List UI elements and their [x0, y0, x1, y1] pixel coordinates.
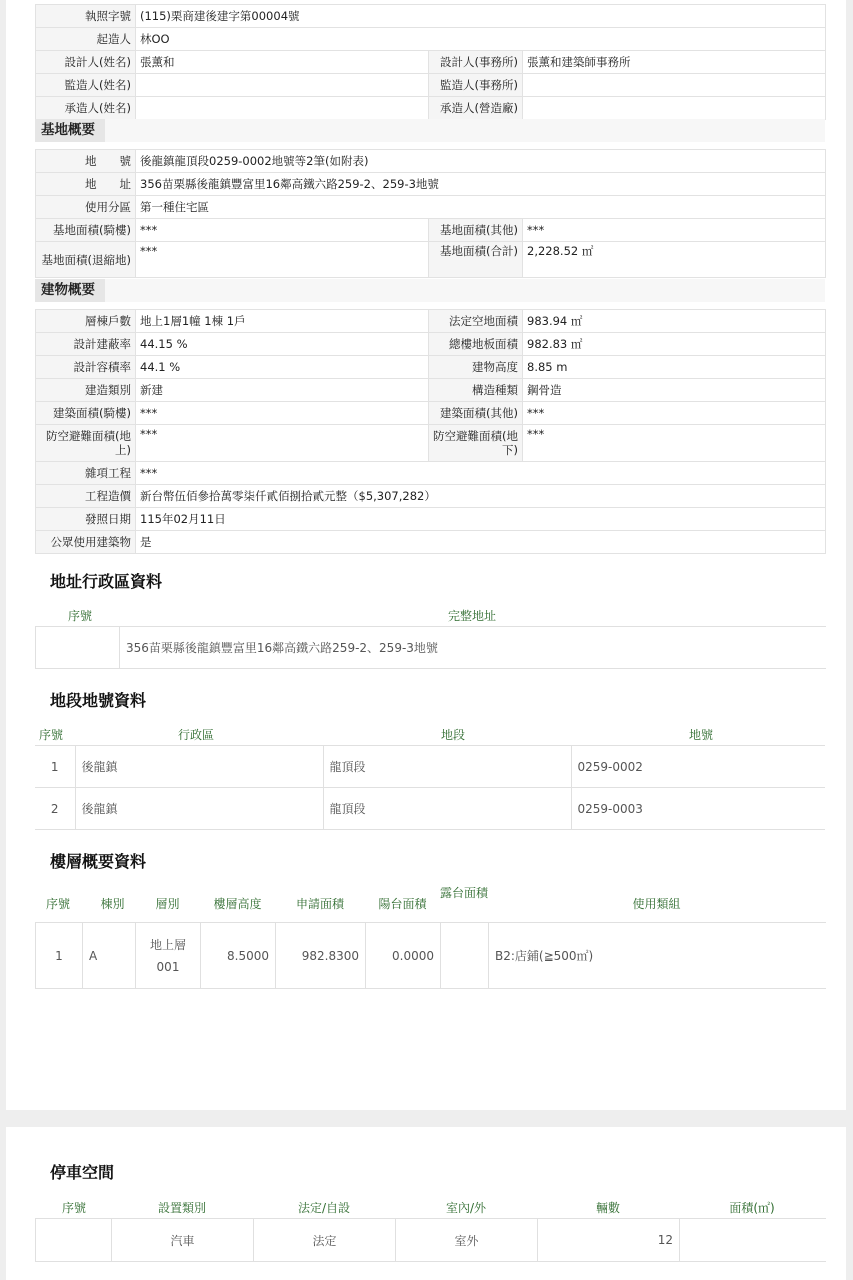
shelter-area-below-value: ***: [523, 425, 826, 462]
address-label: 地 址: [36, 173, 136, 196]
total-floor-area-label: 總樓地板面積: [429, 333, 523, 356]
parking-row-legal: 法定: [254, 1219, 396, 1262]
land-row-district: 後龍鎮: [75, 746, 323, 788]
applicant-value: 林OO: [136, 28, 826, 51]
lot-number-label: 地 號: [36, 150, 136, 173]
land-row-lot: 0259-0003: [571, 788, 825, 830]
supervisor-office-value: [523, 74, 826, 97]
site-overview-table: [35, 149, 826, 278]
open-space-label: 法定空地面積: [429, 310, 523, 333]
floor-grid-header: [35, 884, 825, 920]
building-area-arcade-value: ***: [136, 402, 429, 425]
col-header-no: 序號: [67, 609, 92, 623]
col-header-no: 序號: [38, 728, 63, 742]
land-row-section: 龍頂段: [323, 746, 571, 788]
parking-grid-header: [35, 1199, 825, 1215]
col-header-no: 序號: [61, 1201, 86, 1215]
zoning-value: 第一種住宅區: [136, 196, 826, 219]
floor-area-ratio-label: 設計容積率: [36, 356, 136, 379]
building-overview-title: 建物概要: [35, 279, 105, 302]
designer-office-label: 設計人(事務所): [429, 51, 523, 74]
info-row: [36, 5, 826, 28]
col-header-address: 完整地址: [447, 609, 496, 623]
floors-units-label: 層棟戶數: [36, 310, 136, 333]
lot-number-value: 後龍鎮龍頂段0259-0002地號等2筆(如附表): [136, 150, 826, 173]
address-row-address: 356苗栗縣後龍鎮豐富里16鄰高鐵六路259-2、259-3地號: [120, 627, 826, 669]
issue-date-value: 115年02月11日: [136, 508, 826, 531]
designer-name-label: 設計人(姓名): [36, 51, 136, 74]
info-row: [36, 356, 826, 379]
land-section-title: 地段地號資料: [50, 691, 147, 710]
info-row: [36, 485, 826, 508]
info-row: [36, 196, 826, 219]
info-row: [36, 310, 826, 333]
info-row: [36, 333, 826, 356]
site-area-other-label: 基地面積(其他): [429, 219, 523, 242]
contractor-name-label: 承造人(姓名): [36, 97, 136, 120]
construction-type-value: 新建: [136, 379, 429, 402]
col-header-use: 使用類組: [632, 897, 681, 911]
col-header-height: 樓層高度: [213, 897, 262, 911]
col-header-area: 面積(㎡): [729, 1201, 775, 1215]
floors-units-value: 地上1層1幢 1棟 1戶: [136, 310, 429, 333]
info-row: [36, 402, 826, 425]
land-row-no: 1: [35, 746, 75, 788]
land-row-section: 龍頂段: [323, 788, 571, 830]
floor-row-floor: 地上層001: [136, 923, 201, 989]
address-section-title: 地址行政區資料: [50, 572, 163, 591]
table-row: [36, 923, 826, 989]
building-overview-header: [35, 279, 825, 302]
issue-date-label: 發照日期: [36, 508, 136, 531]
table-row: [36, 1219, 826, 1262]
total-floor-area-value: 982.83 ㎡: [523, 333, 826, 356]
designer-name-value: 張薰和: [136, 51, 429, 74]
contractor-name-value: [136, 97, 429, 120]
supervisor-office-label: 監造人(事務所): [429, 74, 523, 97]
site-area-setback-label: 基地面積(退縮地): [36, 242, 136, 278]
parking-row-type: 汽車: [112, 1219, 254, 1262]
misc-works-value: ***: [136, 462, 826, 485]
construction-cost-label: 工程造價: [36, 485, 136, 508]
floor-row-height: 8.5000: [201, 923, 276, 989]
info-row: [36, 508, 826, 531]
col-header-building: 棟別: [100, 897, 125, 911]
site-overview-title: 基地概要: [35, 119, 105, 142]
land-grid: [35, 745, 825, 830]
building-height-value: 8.85 m: [523, 356, 826, 379]
shelter-area-above-label: 防空避難面積(地上): [36, 425, 136, 462]
info-row: [36, 219, 826, 242]
col-header-inout: 室內/外: [445, 1201, 487, 1215]
address-grid: [35, 626, 826, 669]
site-area-setback-value: ***: [136, 242, 429, 278]
land-row-lot: 0259-0002: [571, 746, 825, 788]
supervisor-name-value: [136, 74, 429, 97]
public-use-value: 是: [136, 531, 826, 554]
shelter-area-above-value: ***: [136, 425, 429, 462]
col-header-count: 輛數: [595, 1201, 620, 1215]
building-overview-table: [35, 309, 826, 554]
info-row: [36, 462, 826, 485]
site-area-other-value: ***: [523, 219, 826, 242]
construction-type-label: 建造類別: [36, 379, 136, 402]
address-grid-header: [35, 607, 825, 623]
applicant-label: 起造人: [36, 28, 136, 51]
shelter-area-below-label: 防空避難面積(地下): [429, 425, 523, 462]
info-row: [36, 425, 826, 462]
contractor-company-value: [523, 97, 826, 120]
parking-row-area: [680, 1219, 826, 1262]
info-row: [36, 173, 826, 196]
info-row: [36, 51, 826, 74]
construction-cost-value: 新台幣伍佰參拾萬零柒仟貳佰捌拾貳元整（$5,307,282）: [136, 485, 826, 508]
floor-row-no: 1: [36, 923, 83, 989]
info-row: [36, 97, 826, 120]
parking-section-title: 停車空間: [50, 1163, 115, 1182]
land-row-district: 後龍鎮: [75, 788, 323, 830]
site-area-arcade-value: ***: [136, 219, 429, 242]
public-use-label: 公眾使用建築物: [36, 531, 136, 554]
col-header-legal: 法定/自設: [297, 1201, 351, 1215]
site-area-total-label: 基地面積(合計): [429, 242, 523, 278]
floor-section-title: 樓層概要資料: [50, 852, 147, 871]
building-height-label: 建物高度: [429, 356, 523, 379]
parking-row-no: [36, 1219, 112, 1262]
zoning-label: 使用分區: [36, 196, 136, 219]
parking-grid: [35, 1218, 826, 1262]
col-header-section: 地段: [440, 728, 465, 742]
info-row: [36, 74, 826, 97]
permit-number-value: (115)栗商建後建字第00004號: [136, 5, 826, 28]
misc-works-label: 雜項工程: [36, 462, 136, 485]
col-header-floor: 層別: [155, 897, 180, 911]
table-row: [35, 746, 825, 788]
building-area-other-value: ***: [523, 402, 826, 425]
building-area-arcade-label: 建築面積(騎樓): [36, 402, 136, 425]
parking-card: [6, 1127, 846, 1280]
info-row: [36, 28, 826, 51]
coverage-ratio-label: 設計建蔽率: [36, 333, 136, 356]
info-row: [36, 242, 826, 278]
col-header-type: 設置類別: [157, 1201, 206, 1215]
floor-row-use: B2:店鋪(≧500㎡): [489, 923, 826, 989]
floor-grid: [35, 922, 826, 989]
info-row: [36, 150, 826, 173]
land-grid-header: [35, 726, 825, 742]
permit-number-label: 執照字號: [36, 5, 136, 28]
parking-row-inout: 室外: [396, 1219, 538, 1262]
floor-row-terrace: [441, 923, 489, 989]
supervisor-name-label: 監造人(姓名): [36, 74, 136, 97]
land-row-no: 2: [35, 788, 75, 830]
building-area-other-label: 建築面積(其他): [429, 402, 523, 425]
open-space-value: 983.94 ㎡: [523, 310, 826, 333]
site-overview-header: [35, 119, 825, 142]
designer-office-value: 張薰和建築師事務所: [523, 51, 826, 74]
site-area-total-value: 2,228.52 ㎡: [523, 242, 826, 278]
parking-row-count: 12: [538, 1219, 680, 1262]
permit-info-table: [35, 4, 826, 120]
address-value: 356苗栗縣後龍鎮豐富里16鄰高鐵六路259-2、259-3地號: [136, 173, 826, 196]
structure-type-label: 構造種類: [429, 379, 523, 402]
structure-type-value: 鋼骨造: [523, 379, 826, 402]
address-row-no: [36, 627, 120, 669]
col-header-terrace: 露台面積: [440, 886, 489, 900]
floor-area-ratio-value: 44.1 %: [136, 356, 429, 379]
floor-row-balcony: 0.0000: [366, 923, 441, 989]
info-row: [36, 531, 826, 554]
table-row: [36, 627, 826, 669]
coverage-ratio-value: 44.15 %: [136, 333, 429, 356]
col-header-balcony: 陽台面積: [378, 897, 427, 911]
contractor-company-label: 承造人(營造廠): [429, 97, 523, 120]
col-header-district: 行政區: [177, 728, 214, 742]
table-row: [35, 788, 825, 830]
col-header-no: 序號: [45, 897, 70, 911]
floor-row-building: A: [83, 923, 136, 989]
floor-row-area: 982.8300: [276, 923, 366, 989]
info-row: [36, 379, 826, 402]
site-area-arcade-label: 基地面積(騎樓): [36, 219, 136, 242]
permit-detail-card: [6, 0, 846, 1110]
col-header-area: 申請面積: [295, 897, 344, 911]
col-header-lot: 地號: [688, 728, 713, 742]
